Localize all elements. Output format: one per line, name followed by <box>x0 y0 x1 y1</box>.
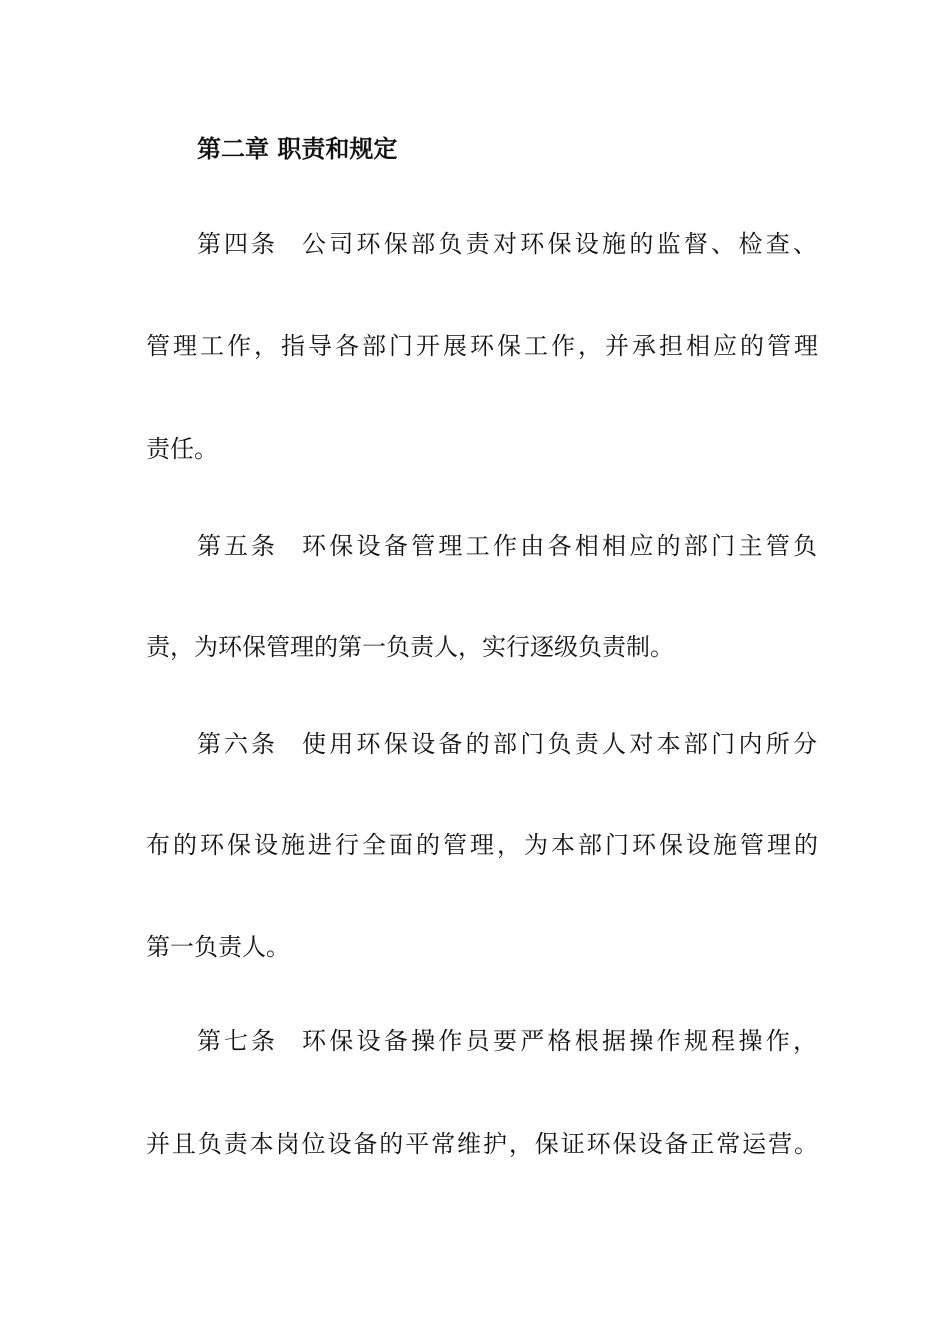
article-text: 使用环保设备的部门负责人对本部门内所分 <box>302 730 818 758</box>
article-number: 第六条 <box>197 730 278 758</box>
article-7-line-2: 并且负责本岗位设备的平常维护，保证环保设备正常运营。 <box>146 1130 818 1158</box>
article-4-line-3: 责任。 <box>146 435 218 463</box>
article-number: 第五条 <box>197 532 278 560</box>
article-4-line-2: 管理工作，指导各部门开展环保工作，并承担相应的管理 <box>146 332 818 360</box>
article-number: 第七条 <box>197 1027 278 1055</box>
article-5-first-line <box>146 530 818 562</box>
article-5-line-2: 责，为环保管理的第一负责人，实行逐级负责制。 <box>146 633 674 661</box>
article-number: 第四条 <box>197 230 278 258</box>
article-text: 环保设备管理工作由各相相应的部门主管负 <box>302 532 818 560</box>
article-text: 环保设备操作员要严格根据操作规程操作， <box>302 1027 818 1055</box>
article-4-first-line <box>146 228 818 260</box>
article-6-first-line <box>146 728 818 760</box>
article-6-line-3: 第一负责人。 <box>146 933 290 961</box>
article-6-line-2: 布的环保设施进行全面的管理，为本部门环保设施管理的 <box>146 831 818 859</box>
chapter-heading: 第二章 职责和规定 <box>197 135 398 163</box>
article-7-first-line <box>146 1025 818 1057</box>
article-text: 公司环保部负责对环保设施的监督、检查、 <box>302 230 818 258</box>
